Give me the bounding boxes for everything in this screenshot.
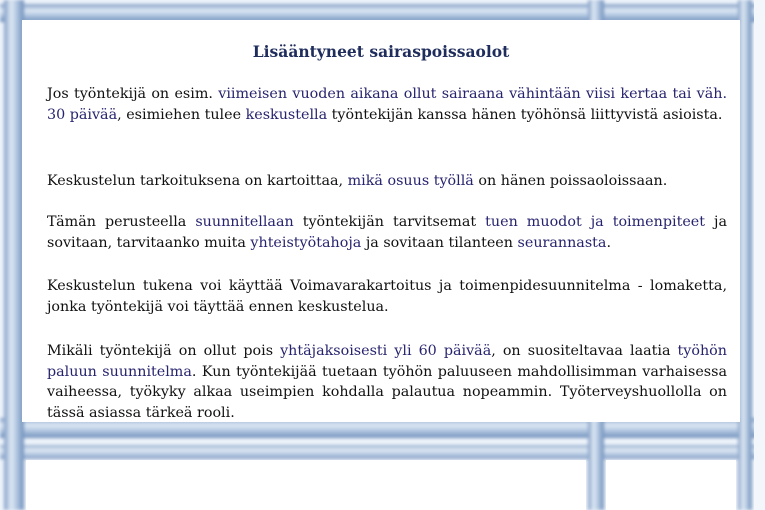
paragraph-5 — [47, 341, 727, 423]
content-panel — [22, 20, 740, 422]
highlight-segment: viimeisen vuoden aikana ollut sairaana vähintään viisi kertaa tai väh. 30 päivää — [47, 86, 727, 123]
page-title: Lisääntyneet sairaspoissaolot — [252, 42, 510, 61]
highlight-segment: mikä osuus työllä — [347, 173, 474, 189]
text-segment: on hänen poissaoloissaan. — [473, 173, 668, 189]
text-segment: ja sovitaan tilanteen — [361, 234, 518, 251]
highlight-segment: yhteistyötahoja — [250, 234, 362, 251]
text-segment: , on suositeltavaa laatia — [491, 343, 678, 359]
text-segment: Mikäli työntekijä on ollut pois — [47, 343, 281, 359]
highlight-segment: työhön paluun suunnitelma — [47, 343, 727, 380]
highlight-segment: yhtäjaksoisesti yli 60 päivää — [280, 343, 492, 359]
text-segment: työntekijän kanssa hänen työhönsä liittyvistä asioista. — [327, 106, 723, 123]
highlight-segment: tuen muodot ja toimenpiteet — [485, 214, 705, 230]
highlight-segment: suunnitellaan — [195, 214, 294, 230]
text-segment: , esimiehen tulee — [117, 106, 246, 123]
paragraph-3 — [47, 212, 727, 253]
paragraph-4 — [47, 276, 727, 317]
text-segment: Jos työntekijä on esim. — [47, 86, 219, 102]
highlight-segment: seurannasta — [517, 234, 607, 251]
text-segment: työntekijän tarvitsemat — [293, 214, 486, 230]
text-segment: ja sovitaan, tarvitaanko muita — [47, 214, 727, 251]
paragraph-1 — [47, 84, 727, 125]
text-segment: Keskustelun tukena voi käyttää Voimavarakartoitus ja toimenpidesuunnitelma - lomaketta, jonka työntekijä voi täyttää ennen keskustelua. — [47, 278, 727, 315]
text-segment: . Kun työntekijää tuetaan työhön paluuseen mahdollisimman varhaisessa vaiheessa, työkyky alkaa useimpien kohdalla palautua nopeammin. Työterveyshuollolla on tässä asiassa tärkeä rooli. — [47, 363, 727, 421]
paragraph-2 — [47, 171, 727, 192]
text-segment: Tämän perusteella — [47, 214, 196, 230]
text-segment: Keskustelun tarkoituksena on kartoittaa, — [47, 173, 348, 189]
highlight-segment: keskustella — [245, 106, 328, 123]
text-segment: . — [606, 234, 611, 251]
